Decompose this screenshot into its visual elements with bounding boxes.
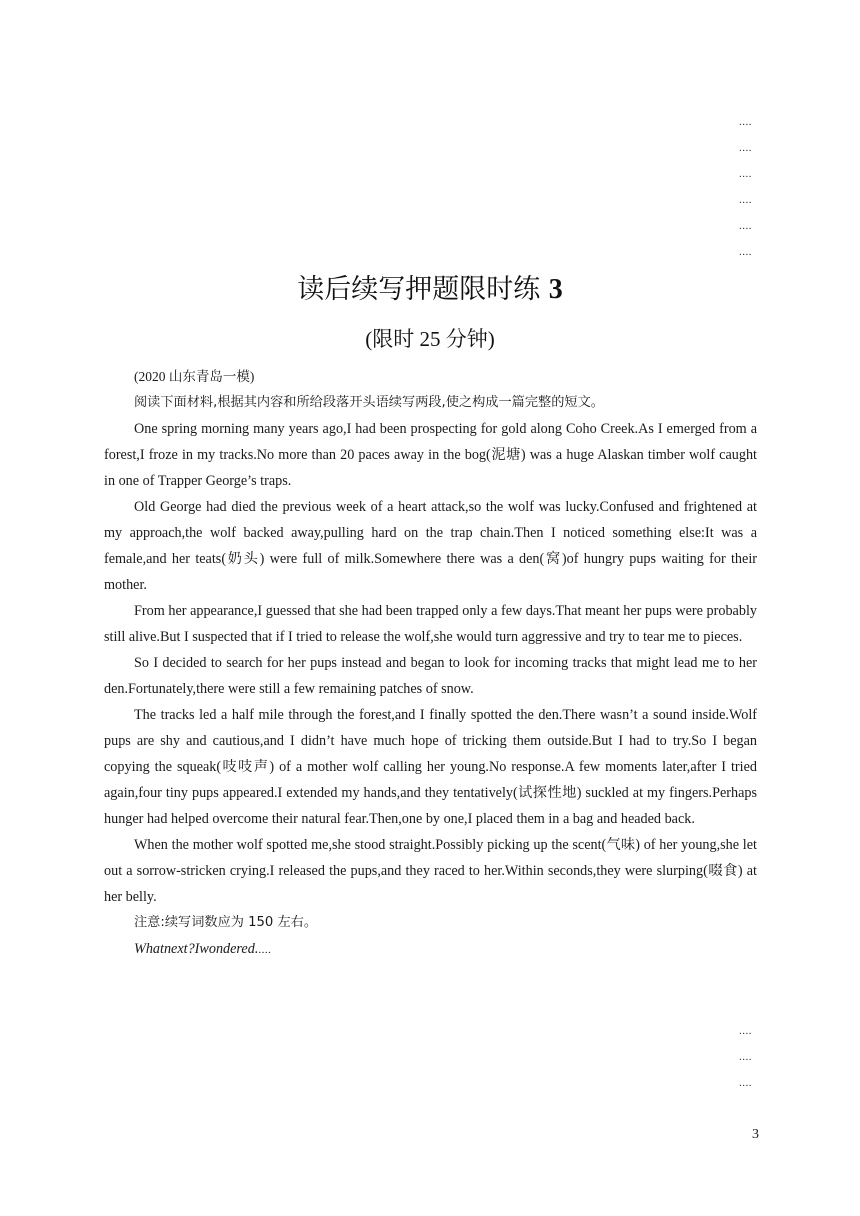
- page-title: [0, 270, 860, 310]
- story-paragraph: So I decided to search for her pups instead and began to look for incoming tracks that might lead me to her den.Fortunately,there were still a few remaining patches of snow.: [104, 655, 757, 697]
- page-title-text: 读后续写押题限时练: [297, 274, 541, 305]
- prompt-dot-marker: ....: [258, 944, 272, 956]
- dot-marker: ....: [739, 142, 752, 154]
- story-paragraph: From her appearance,I guessed that she had been trapped only a few days.That meant her pups were probably still alive.But I suspected that if I tried to release the wolf,she would turn aggressive and try to tear me to pieces.: [104, 603, 757, 645]
- page-subtitle: (限时 25 分钟): [365, 327, 495, 351]
- page-title-number: 3: [548, 274, 563, 305]
- dot-marker: ....: [739, 1025, 752, 1037]
- note-line: 注意:续写词数应为 150 左右。: [134, 915, 318, 930]
- page-number: 3: [752, 1127, 759, 1142]
- story-paragraph: One spring morning many years ago,I had been prospecting for gold along Coho Creek.As I emerged from a forest,I froze in my tracks.No more than 20 paces away in the bog(泥塘) was a huge Alaskan timber wolf caught in one of Trapper George’s traps.: [104, 421, 757, 489]
- dot-marker: ....: [739, 194, 752, 206]
- dot-marker: ....: [739, 116, 752, 128]
- dot-marker: ....: [739, 1051, 752, 1063]
- dot-marker: ....: [739, 246, 752, 258]
- story-paragraph: Old George had died the previous week of a heart attack,so the wolf was lucky.Confused and frightened at my approach,the wolf backed away,pulling hard on the trap chain.Then I noticed something else:It was a female,and her teats(奶头) were full of milk.Somewhere there was a den(窝)of hungry pups waiting for their mother.: [104, 499, 757, 593]
- continuation-prompt: [104, 936, 757, 963]
- dot-marker: ....: [739, 1077, 752, 1089]
- document-body: [104, 364, 757, 963]
- story-paragraph: The tracks led a half mile through the forest,and I finally spotted the den.There wasn’t a sound inside.Wolf pups are shy and cautious,and I didn’t have much hope of tricking them outside.But I had to try.So I began copying the squeak(吱吱声) of a mother wolf calling her young.No response.A few moments later,after I tried again,four tiny pups appeared.I extended my hands,and they tentatively(试探性地) suckled at my fingers.Perhaps hunger had helped overcome their natural fear.Then,one by one,I placed them in a bag and headed back.: [104, 707, 757, 827]
- source-line: (2020 山东青岛一模): [134, 369, 255, 384]
- dot-marker: ....: [739, 168, 752, 180]
- instruction-line: 阅读下面材料,根据其内容和所给段落开头语续写两段,使之构成一篇完整的短文。: [134, 395, 604, 410]
- dot-marker: ....: [739, 220, 752, 232]
- story-paragraph: When the mother wolf spotted me,she stood straight.Possibly picking up the scent(气味) of her young,she let out a sorrow-stricken crying.I released the pups,and they raced to her.Within seconds,they were slurping(啜食) at her belly.: [104, 837, 757, 905]
- continuation-prompt-text: Whatnext?Iwondered.: [134, 941, 259, 957]
